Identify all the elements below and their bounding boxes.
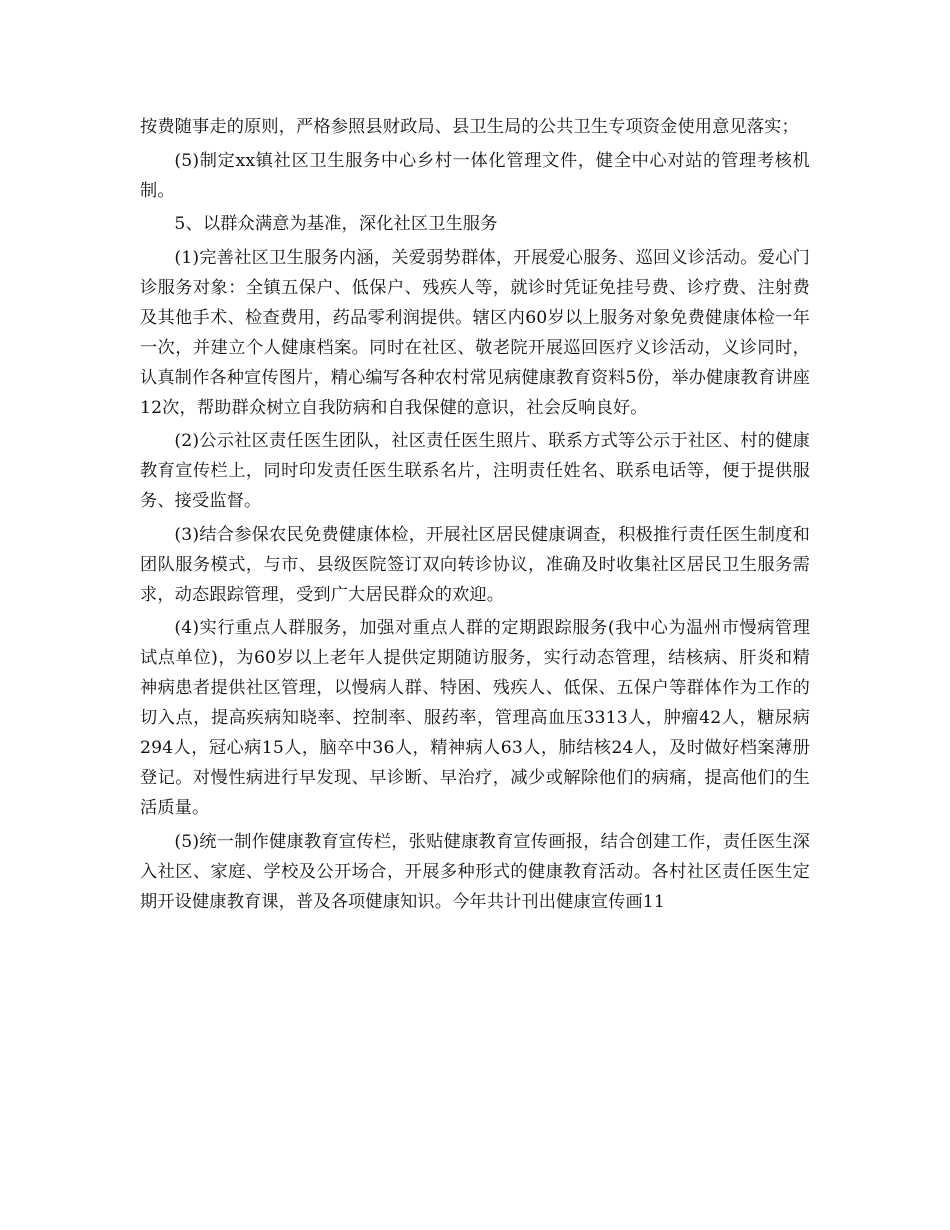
- paragraph-item-2-doctor-team: (2)公示社区责任医生团队，社区责任医生照片、联系方式等公示于社区、村的健康教育宣传栏上，同时印发责任医生联系名片，注明责任姓名、联系电话等，便于提供服务、接受监督。: [140, 431, 810, 511]
- section-heading-5: 5、以群众满意为基准，深化社区卫生服务: [174, 214, 498, 234]
- paragraph-item-1-services: (1)完善社区卫生服务内涵，关爱弱势群体，开展爱心服务、巡回义诊活动。爱心门诊服务对象：全镇五保户、低保户、残疾人等，就诊时凭证免挂号费、诊疗费、注射费及其他手术、检查费用，药品零利润提供。辖区内60岁以上服务对象免费健康体检一年一次，并建立个人健康档案。同时在社区、敬老院开展巡回医疗义诊活动，义诊同时，认真制作各种宣传图片，精心编写各种农村常见病健康教育资料5份，举办健康教育讲座12次，帮助群众树立自我防病和自我保健的意识，社会反响良好。: [140, 247, 810, 418]
- paragraph-continuation: 按费随事走的原则，严格参照县财政局、县卫生局的公共卫生专项资金使用意见落实；: [140, 117, 799, 137]
- paragraph-item-3-health-check: (3)结合参保农民免费健康体检，开展社区居民健康调查，积极推行责任医生制度和团队服务模式，与市、县级医院签订双向转诊协议，准确及时收集社区居民卫生服务需求，动态跟踪管理，受到广大居民群众的欢迎。: [140, 524, 810, 605]
- paragraph-item-5-education: (5)统一制作健康教育宣传栏，张贴健康教育宣传画报，结合创建工作，责任医生深入社区、家庭、学校及公开场合，开展多种形式的健康教育活动。各村社区责任医生定期开设健康教育课，普及各项健康知识。今年共计刊出健康宣传画11: [140, 831, 810, 912]
- paragraph-item-4-key-groups: (4)实行重点人群服务，加强对重点人群的定期跟踪服务(我中心为温州市慢病管理试点单位)，为60岁以上老年人提供定期随访服务，实行动态管理，结核病、肝炎和精神病患者提供社区管理，以慢病人群、特困、残疾人、低保、五保户等群体作为工作的切入点，提高疾病知晓率、控制率、服药率，管理高血压3313人，肿瘤42人，糖尿病294人，冠心病15人，脑卒中36人，精神病人63人，肺结核24人，及时做好档案薄册登记。对慢性病进行早发现、早诊断、早治疗，减少或解除他们的病痛，提高他们的生活质量。: [140, 618, 810, 818]
- document-body: [140, 112, 810, 917]
- paragraph-item-5-management: (5)制定xx镇社区卫生服务中心乡村一体化管理文件，健全中心对站的管理考核机制。: [140, 150, 810, 201]
